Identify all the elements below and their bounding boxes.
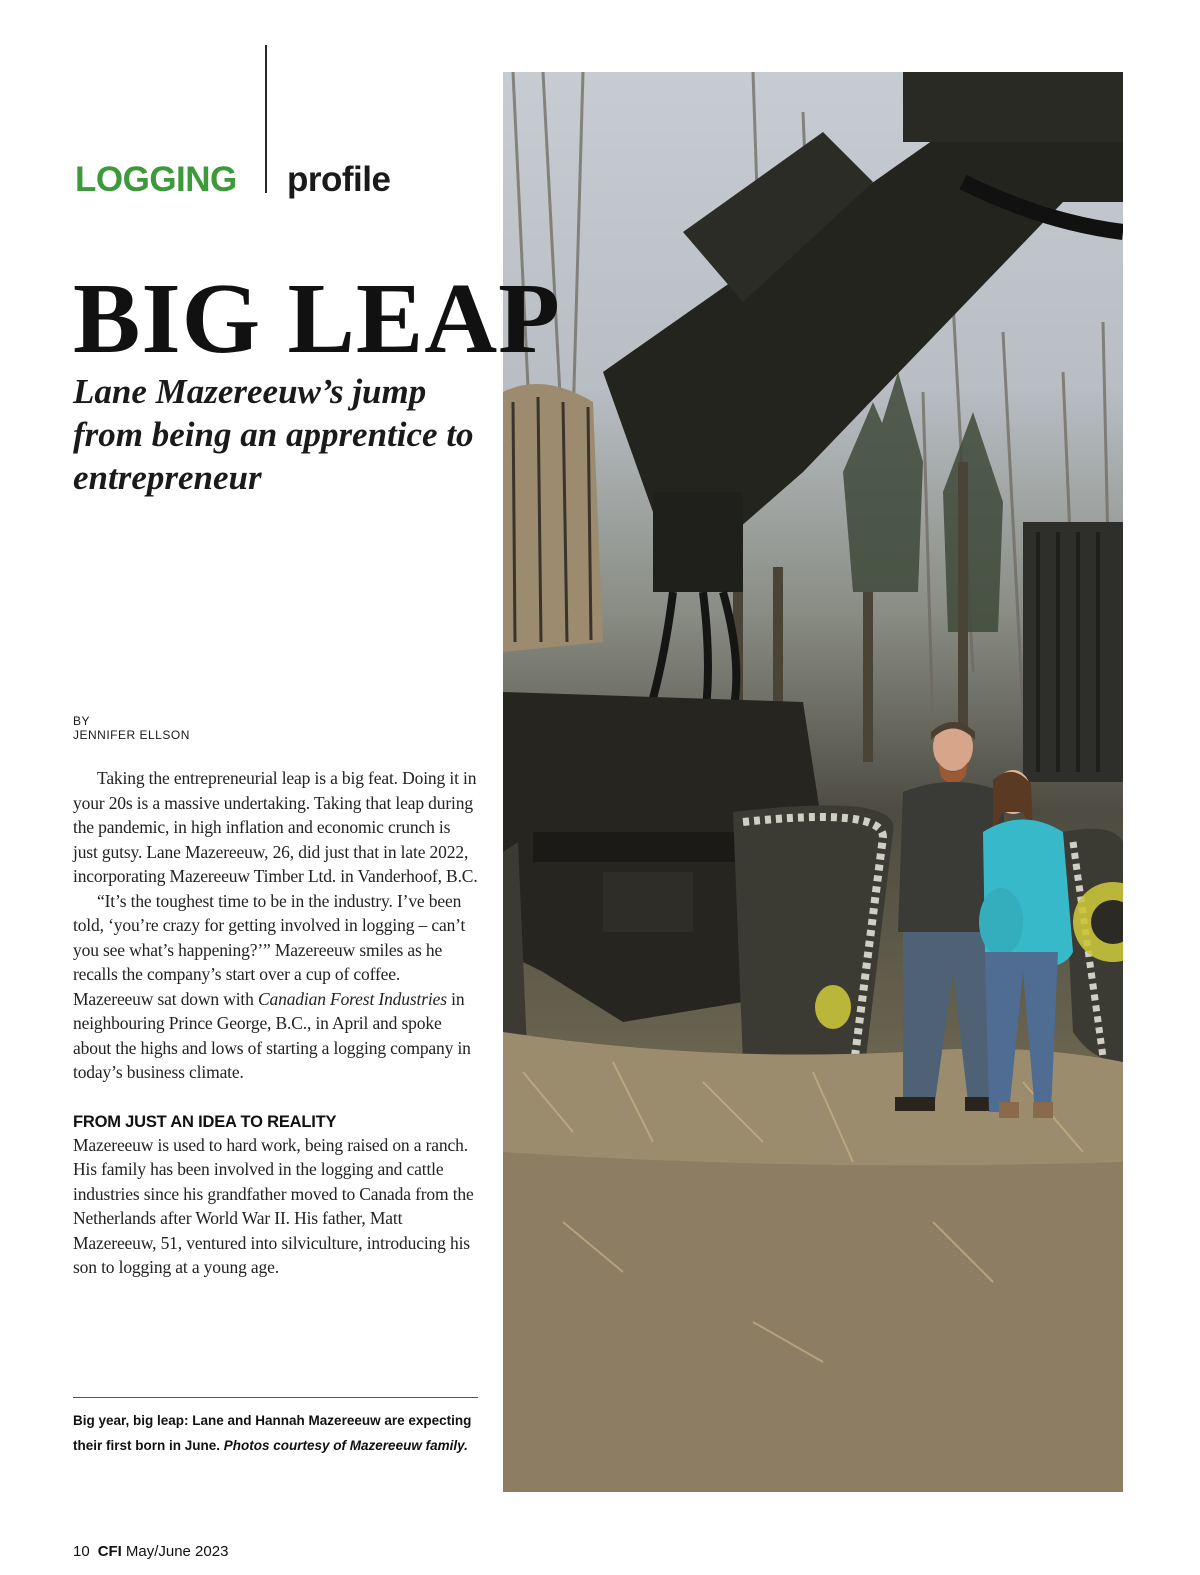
paragraph-1: Taking the entrepreneurial leap is a big feat. Doing it in your 20s is a massive undertaking. Taking that leap during the pandemic, in high inflation and economic crunch is just gutsy. Lane Mazereeuw, 26, did just that in late 2022, incorporating Mazereeuw Timber Ltd. in Vanderhoof, B.C.: [73, 768, 478, 886]
issue-date: May/June 2023: [125, 1543, 229, 1560]
paragraph-2: [73, 889, 478, 1085]
photo-couple-with-forestry-machine-icon: [503, 72, 1123, 1492]
caption-text: Big year, big leap: Lane and Hannah Mazereeuw are expecting their first born in June.: [73, 1413, 472, 1453]
article-deck: Lane Mazereeuw’s jump from being an apprentice to entrepreneur: [73, 372, 474, 497]
paragraph-2-lead: “It’s the toughest time to be in the industry. I’ve been told, ‘you’re crazy for getting involved in logging – can’t you see what’s happening?’” Mazereeuw smiles as he recalls the company’s start over a cup of coffee. Mazereeuw sat down with: [73, 890, 466, 1009]
page-number: 10: [73, 1543, 90, 1560]
section-subhead: FROM JUST AN IDEA TO REALITY: [73, 1112, 337, 1131]
photo-credit: Photos courtesy of Mazereeuw family.: [223, 1438, 468, 1453]
photo-caption: [73, 1408, 478, 1458]
byline: [73, 714, 190, 742]
byline-prefix: BY: [73, 714, 91, 728]
paragraph-2-tail: in neighbouring Prince George, B.C., in April and spoke about the highs and lows of starting a logging company in today’s business climate.: [73, 988, 471, 1082]
header-divider: [265, 45, 267, 193]
section-label-primary: LOGGING: [75, 160, 237, 199]
page-footer: [73, 1542, 228, 1562]
paragraph-3: Mazereeuw is used to hard work, being raised on a ranch. His family has been involved in the logging and cattle industries since his grandfather moved to Canada from the Netherlands after World War II. His father, Matt Mazereeuw, 51, ventured into silviculture, introducing his son to logging at a young age.: [73, 1134, 474, 1277]
feature-photo: [503, 72, 1123, 1492]
section-label-secondary: profile: [287, 160, 391, 199]
section-label: [75, 158, 391, 202]
magazine-brand: CFI: [97, 1543, 122, 1560]
publication-name: Canadian Forest Industries: [257, 988, 447, 1009]
byline-author: JENNIFER ELLSON: [73, 728, 190, 742]
article-body: [73, 766, 478, 1280]
article-headline: BIG LEAP: [73, 262, 561, 374]
caption-divider: [73, 1397, 478, 1398]
